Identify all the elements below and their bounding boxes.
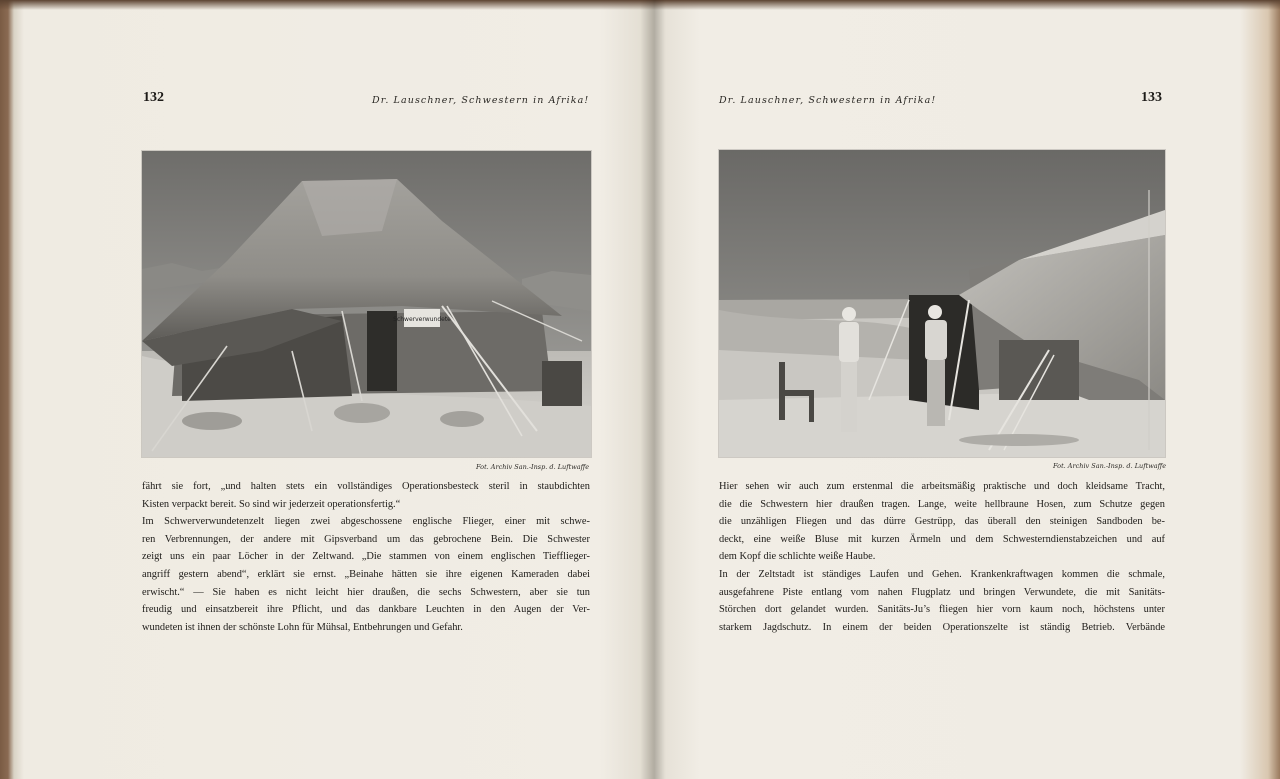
running-head: Dr. Lauschner, Schwestern in Afrika! [719, 95, 937, 106]
text-line: In der Zeltstadt ist ständiges Laufen und Gehen. Krankenkraftwagen kommen die schmale, [719, 568, 1165, 580]
text-line: die die Schwestern hier draußen tragen. Lange, weite hellbraune Hosen, zum Schutze gegen [719, 498, 1165, 510]
text-line: freudig und einsatzbereit ihre Pflicht, und das dankbare Leuchten in den Augen der Ver- [142, 604, 590, 616]
text-line: angriff gestern abend“, erklärt sie ernst. „Beinahe hätten sie ihre eigenen Kameraden dabei [142, 568, 590, 580]
running-head: Dr. Lauschner, Schwestern in Afrika! [372, 95, 590, 106]
text-line: wundeten ist ihnen der schönste Lohn für Mühsal, Entbehrungen und Gefahr. [142, 621, 463, 633]
body-text [142, 478, 590, 636]
text-line: Hier sehen wir auch zum erstenmal die arbeitsmäßig praktische und doch kleidsame Tracht, [719, 481, 1165, 492]
text-line: fährt sie fort, „und halten stets ein vollständiges Operationsbesteck steril in staubdichten [142, 481, 590, 492]
tent-photo-image [142, 151, 591, 457]
text-line: Störchen dort gelandet wurden. Sanitäts-Ju’s fliegen hier vorn kaum noch, höchstens unter [719, 604, 1165, 616]
text-line: ren Verbrennungen, der andere mit Gipsverband um das gebrochene Bein. Die Schwester [142, 533, 590, 545]
text-line: zeigt uns ein paar Löcher in der Zeltwand. „Die stammen von einem englischen Tiefflieger- [142, 551, 590, 563]
tent-photo [142, 151, 591, 457]
photo-credit: Fot. Archiv San.-Insp. d. Luftwaffe [476, 463, 590, 471]
right-page [652, 0, 1280, 779]
text-line: ausgefahrene Piste entlang vom nahen Flugplatz und bringen Verwundete, die mit Sanitäts- [719, 586, 1165, 598]
page-number: 132 [143, 90, 164, 105]
text-line: Im Schwerverwundetenzelt liegen zwei abgeschossene englische Flieger, einer mit schwe- [142, 516, 590, 528]
text-line: deckt, eine weiße Bluse mit kurzen Ärmeln und dem Schwesterndienstabzeichen und auf [719, 533, 1165, 545]
nurses-photo [719, 150, 1165, 457]
text-line: Kisten verpackt bereit. So sind wir jederzeit operationsfertig.“ [142, 498, 401, 510]
photo-credit: Fot. Archiv San.-Insp. d. Luftwaffe [1053, 462, 1167, 470]
nurses-photo-image [719, 150, 1165, 457]
body-text [719, 478, 1165, 636]
text-line: die unzähligen Fliegen und das dürre Gestrüpp, das überall den steinigen Sandboden be- [719, 516, 1165, 528]
text-line: starkem Jagdschutz. In einem der beiden Operationszelte ist ständig Betrieb. Verbände [719, 621, 1165, 633]
text-line: erwischt.“ — Sie haben es nicht leicht hier draußen, die sechs Schwestern, aber sie tun [142, 586, 590, 598]
tent-sign: Schwerverwundete [393, 316, 451, 323]
page-number: 133 [1141, 90, 1162, 105]
text-line: dem Kopf die schlichte weiße Haube. [719, 551, 876, 563]
